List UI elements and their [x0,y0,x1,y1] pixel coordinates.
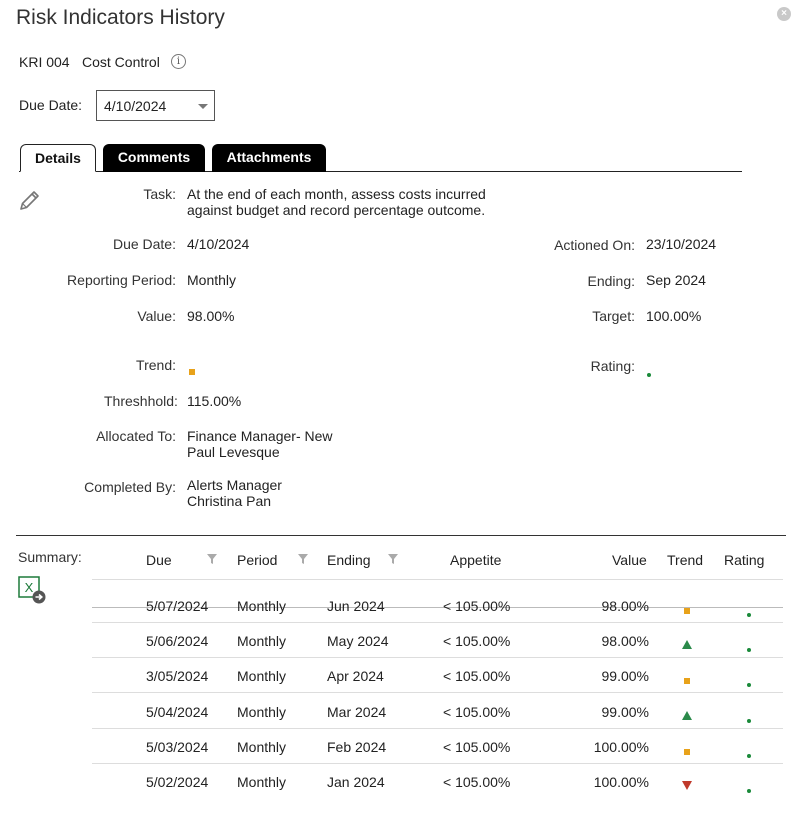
table-row[interactable] [92,588,783,623]
window-title: Risk Indicators History [16,6,225,29]
cell-due: 5/07/2024 [146,598,209,614]
cell-value: 98.00% [601,598,649,614]
reporting-period-label: Reporting Period: [67,272,176,288]
rating-dot-icon [747,710,751,726]
cell-due: 5/03/2024 [146,739,209,755]
cell-value: 99.00% [601,668,649,684]
cell-value: 99.00% [601,704,649,720]
cell-period: Monthly [237,739,287,755]
tab-attachments[interactable]: Attachments [212,144,326,172]
cell-value: 100.00% [593,739,649,755]
cell-appetite: < 105.00% [443,704,511,720]
trend-label: Trend: [136,357,176,373]
due-date-label: Due Date: [19,97,83,113]
cell-period: Monthly [237,668,287,684]
chevron-down-icon [198,104,208,109]
section-divider [16,535,786,536]
excel-export-icon[interactable] [18,576,48,606]
trend-square-icon [682,601,690,617]
due-date-select[interactable] [96,90,215,121]
completed-role: Alerts Manager [187,477,282,493]
cell-ending: Mar 2024 [327,704,387,720]
cell-appetite: < 105.00% [443,598,511,614]
allocated-person: Paul Levesque [187,444,280,460]
col-header-value[interactable]: Value [612,552,647,568]
info-icon[interactable]: i [171,54,186,69]
rating-label: Rating: [590,358,635,374]
rating-dot-icon [747,639,751,655]
col-header-due[interactable]: Due [146,552,172,568]
actioned-on-label: Actioned On: [554,237,635,253]
svg-text:X: X [24,580,34,595]
reporting-period-value: Monthly [187,272,237,288]
cell-ending: Feb 2024 [327,739,387,755]
trend-down-icon [682,777,692,793]
close-button[interactable]: × [777,7,791,21]
col-header-period[interactable]: Period [237,552,278,568]
cell-value: 98.00% [601,633,649,649]
cell-appetite: < 105.00% [443,739,511,755]
table-row[interactable] [92,729,783,764]
filter-icon[interactable] [298,554,308,564]
kri-id: KRI 004 [19,54,70,70]
value-label: Value: [137,308,176,324]
col-header-ending[interactable]: Ending [327,552,371,568]
cell-period: Monthly [237,598,287,614]
table-header-divider [92,579,783,580]
col-header-trend[interactable]: Trend [667,552,704,568]
table-row[interactable] [92,764,783,799]
tab-comments[interactable]: Comments [103,144,205,172]
cell-ending: Jun 2024 [327,598,385,614]
cell-period: Monthly [237,774,287,790]
cell-due: 5/06/2024 [146,633,209,649]
pencil-icon[interactable] [18,188,42,212]
trend-up-icon [682,636,692,652]
trend-square-icon [682,671,690,687]
target-value: 100.00% [646,308,702,324]
threshold-label: Threshhold: [104,393,178,409]
task-label: Task: [143,186,176,202]
rating-dot-icon [747,674,751,690]
cell-ending: Apr 2024 [327,668,384,684]
task-text-line2: against budget and record percentage outcome. [187,202,486,218]
completed-person: Christina Pan [187,493,272,509]
ending-label: Ending: [587,273,635,289]
value-value: 98.00% [187,308,235,324]
table-row[interactable] [92,658,783,693]
col-header-appetite[interactable]: Appetite [450,552,502,568]
threshold-value: 115.00% [187,393,242,409]
cell-period: Monthly [237,633,287,649]
actioned-on-value: 23/10/2024 [646,236,717,252]
cell-appetite: < 105.00% [443,774,511,790]
cell-due: 5/04/2024 [146,704,209,720]
trend-up-icon [682,707,692,723]
tab-details[interactable]: Details [20,144,96,172]
kri-name: Cost Control [82,54,160,70]
table-row[interactable] [92,623,783,658]
due-date-select-value: 4/10/2024 [104,98,167,114]
allocated-to-label: Allocated To: [96,428,176,444]
filter-icon[interactable] [207,554,217,564]
target-label: Target: [592,308,635,324]
summary-label: Summary: [18,549,82,565]
cell-ending: Jan 2024 [327,774,385,790]
table-row[interactable] [92,694,783,729]
trend-square-icon [189,362,195,378]
rating-dot-icon [647,364,651,380]
due-date-detail-label: Due Date: [112,236,176,252]
cell-period: Monthly [237,704,287,720]
rating-dot-icon [747,745,751,761]
cell-appetite: < 105.00% [443,633,511,649]
rating-dot-icon [747,604,751,620]
task-text-line1: At the end of each month, assess costs incurred [187,186,486,202]
cell-appetite: < 105.00% [443,668,511,684]
cell-due: 5/02/2024 [146,774,209,790]
filter-icon[interactable] [388,554,398,564]
cell-ending: May 2024 [327,633,389,649]
cell-due: 3/05/2024 [146,668,209,684]
allocated-role: Finance Manager- New [187,428,333,444]
trend-square-icon [682,742,690,758]
rating-dot-icon [747,780,751,796]
ending-value: Sep 2024 [646,272,706,288]
completed-by-label: Completed By: [84,479,176,495]
due-date-detail-value: 4/10/2024 [187,236,250,252]
cell-value: 100.00% [593,774,649,790]
col-header-rating[interactable]: Rating [724,552,765,568]
summary-table-body[interactable] [92,598,783,792]
